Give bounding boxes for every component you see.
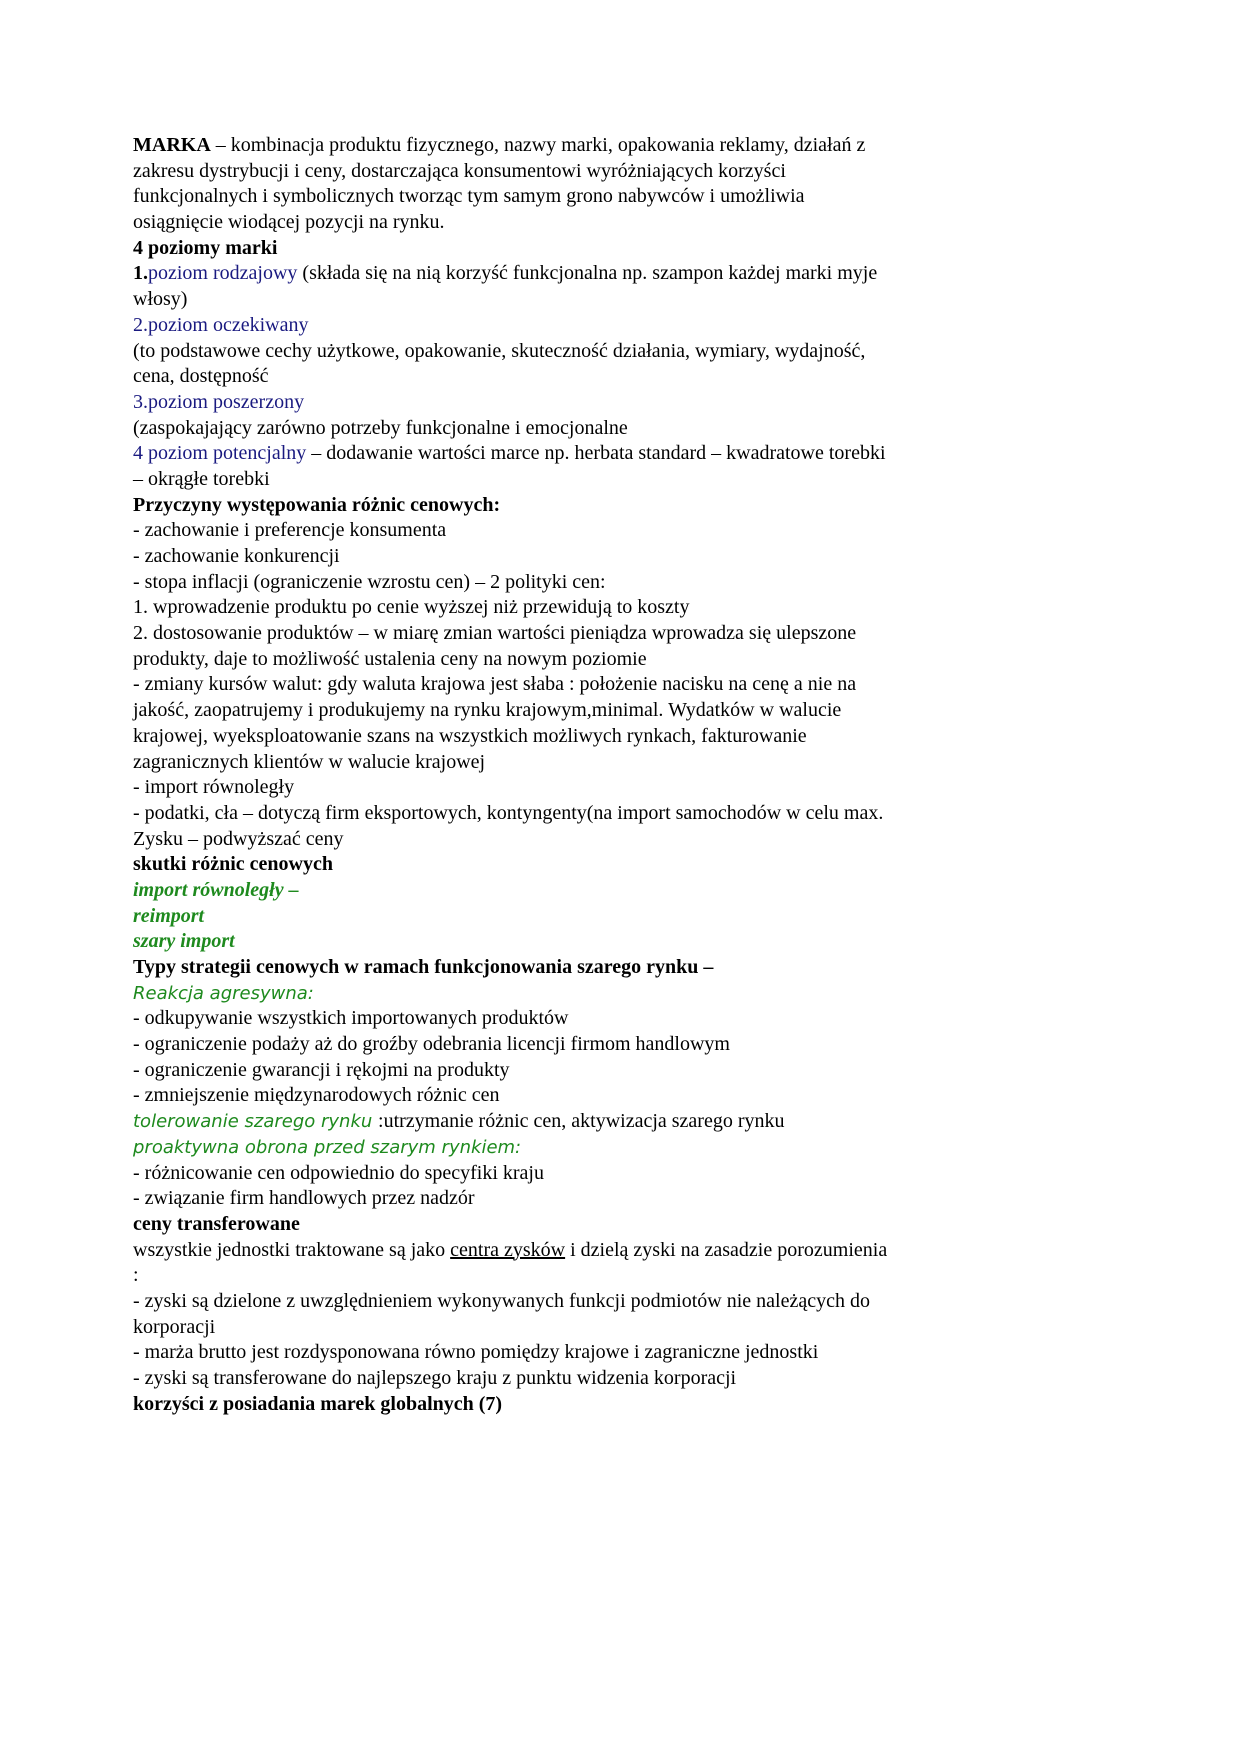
text-segment: - zachowanie i preferencje konsumenta: [133, 519, 447, 542]
text-line: [133, 1006, 887, 1032]
text-segment: :utrzymanie różnic cen, aktywizacja szarego rynku: [378, 1110, 785, 1133]
text-segment: - odkupywanie wszystkich importowanych produktów: [133, 1007, 569, 1030]
text-line: [133, 1186, 887, 1212]
text-segment: - ograniczenie podaży aż do groźby odebrania licencji firmom handlowym: [133, 1033, 730, 1056]
text-segment: 2.poziom oczekiwany: [133, 313, 309, 336]
text-segment: - zyski są dzielone z uwzględnieniem wykonywanych funkcji podmiotów nie należących do: [133, 1289, 870, 1312]
text-line: [133, 313, 887, 339]
text-segment: import równoległy –: [133, 878, 299, 901]
text-segment: - zmniejszenie międzynarodowych różnic cen: [133, 1084, 500, 1107]
text-segment: poziom rodzajowy: [148, 262, 298, 285]
text-line: [133, 595, 887, 621]
text-line: [133, 1392, 887, 1418]
heading-text: MARKA: [133, 134, 211, 156]
text-segment: - zmiany kursów walut: gdy waluta krajowa jest słaba : położenie nacisku na cenę a nie na: [133, 673, 857, 696]
text-segment: osiągnięcie wiodącej pozycji na rynku.: [133, 211, 445, 234]
text-line: [133, 1289, 887, 1315]
text-line: [133, 929, 887, 955]
text-segment: reimport: [133, 904, 205, 927]
text-segment: włosy): [133, 288, 188, 311]
text-segment: - zachowanie konkurencji: [133, 545, 340, 567]
text-segment: :: [133, 1264, 139, 1287]
text-line: [133, 1058, 887, 1084]
text-line: [133, 1263, 887, 1289]
text-line: [133, 133, 887, 159]
text-line: [133, 904, 887, 930]
text-segment: - ograniczenie gwarancji i rękojmi na produkty: [133, 1058, 510, 1081]
text-segment: - podatki, cła – dotyczą firm eksportowych, kontyngenty(na import samochodów w celu max.: [133, 801, 884, 824]
text-line: [133, 672, 887, 698]
text-line: [133, 364, 887, 390]
text-line: [133, 1366, 887, 1392]
heading-text: Typy strategii cenowych w ramach funkcjonowania szarego rynku –: [133, 956, 714, 978]
text-segment: (to podstawowe cechy użytkowe, opakowanie, skuteczność działania, wymiary, wydajność,: [133, 339, 866, 362]
text-line: [133, 441, 887, 467]
text-line: [133, 1032, 887, 1058]
text-line: [133, 390, 887, 416]
text-segment: - stopa inflacji (ograniczenie wzrostu cen) – 2 polityki cen:: [133, 570, 606, 593]
text-segment: i dzielą zyski na zasadzie porozumienia: [565, 1238, 888, 1261]
text-segment: cena, dostępność: [133, 365, 269, 388]
text-line: [133, 467, 887, 493]
text-segment: jakość, zaopatrujemy i produkujemy na rynku krajowym,minimal. Wydatków w walucie: [133, 699, 842, 722]
text-line: [133, 750, 887, 776]
text-line: [133, 236, 887, 262]
text-segment: zakresu dystrybucji i ceny, dostarczająca konsumentowi wyróżniających korzyści: [133, 159, 786, 182]
heading-text: Przyczyny występowania różnic cenowych:: [133, 493, 501, 516]
text-line: [133, 1135, 887, 1161]
text-line: [133, 261, 887, 287]
text-line: [133, 981, 887, 1007]
text-segment: 1. wprowadzenie produktu po cenie wyższej niż przewidują to koszty: [133, 596, 690, 619]
text-line: [133, 801, 887, 827]
text-line: [133, 159, 887, 185]
text-line: [133, 1212, 887, 1238]
text-segment: korporacji: [133, 1315, 216, 1338]
underlined-text: centra zysków: [450, 1238, 566, 1261]
text-segment: wszystkie jednostki traktowane są jako: [133, 1238, 451, 1261]
text-line: [133, 544, 887, 570]
heading-text: 4 poziomy marki: [133, 236, 278, 259]
text-segment: krajowej, wyeksploatowanie szans na wszystkich możliwych rynkach, fakturowanie: [133, 724, 807, 747]
text-segment: - marża brutto jest rozdysponowana równo pomiędzy krajowe i zagraniczne jednostki: [133, 1341, 819, 1364]
text-segment: – kombinacja produktu fizycznego, nazwy marki, opakowania reklamy, działań z: [210, 134, 866, 156]
text-line: [133, 698, 887, 724]
text-line: [133, 1083, 887, 1109]
text-segment: – okrągłe torebki: [133, 467, 270, 490]
text-line: [133, 493, 887, 519]
text-line: [133, 339, 887, 365]
text-line: [133, 827, 887, 853]
text-line: [133, 775, 887, 801]
heading-text: skutki różnic cenowych: [133, 853, 333, 876]
text-line: [133, 621, 887, 647]
text-segment: tolerowanie szarego rynku: [133, 1111, 379, 1133]
text-segment: szary import: [133, 930, 235, 953]
text-segment: proaktywna obrona przed szarym rynkiem:: [133, 1136, 522, 1158]
text-segment: Zysku – podwyższać ceny: [133, 827, 344, 850]
text-line: [133, 518, 887, 544]
heading-text: korzyści z posiadania marek globalnych (7): [133, 1392, 503, 1415]
text-segment: 4 poziom potencjalny: [133, 442, 307, 465]
text-line: [133, 1340, 887, 1366]
text-line: [133, 287, 887, 313]
heading-text: 1.: [133, 262, 148, 285]
text-line: [133, 1238, 887, 1264]
text-segment: - różnicowanie cen odpowiednio do specyfiki kraju: [133, 1161, 544, 1184]
text-segment: funkcjonalnych i symbolicznych tworząc tym samym grono nabywców i umożliwia: [133, 185, 805, 208]
text-line: [133, 1109, 887, 1135]
text-segment: 3.poziom poszerzony: [133, 390, 305, 413]
text-segment: produkty, daje to możliwość ustalenia ceny na nowym poziomie: [133, 647, 647, 670]
document-page: [133, 133, 887, 1417]
text-line: [133, 955, 887, 981]
text-line: [133, 416, 887, 442]
text-segment: - zyski są transferowane do najlepszego kraju z punktu widzenia korporacji: [133, 1367, 737, 1389]
text-segment: 2. dostosowanie produktów – w miarę zmian wartości pieniądza wprowadza się ulepszone: [133, 622, 857, 645]
text-line: [133, 878, 887, 904]
text-segment: – dodawanie wartości marce np. herbata standard – kwadratowe torebki: [306, 442, 886, 465]
text-line: [133, 724, 887, 750]
text-segment: (zaspokajający zarówno potrzeby funkcjonalne i emocjonalne: [133, 416, 628, 439]
text-line: [133, 852, 887, 878]
text-line: [133, 570, 887, 596]
text-segment: - związanie firm handlowych przez nadzór: [133, 1187, 475, 1210]
text-line: [133, 1315, 887, 1341]
text-segment: Reakcja agresywna:: [133, 982, 314, 1004]
text-line: [133, 1161, 887, 1187]
text-segment: zagranicznych klientów w walucie krajowej: [133, 750, 486, 773]
text-line: [133, 647, 887, 673]
text-line: [133, 210, 887, 236]
text-segment: - import równoległy: [133, 776, 295, 799]
text-segment: (składa się na nią korzyść funkcjonalna np. szampon każdej marki myje: [297, 262, 878, 285]
text-line: [133, 184, 887, 210]
heading-text: ceny transferowane: [133, 1212, 300, 1235]
